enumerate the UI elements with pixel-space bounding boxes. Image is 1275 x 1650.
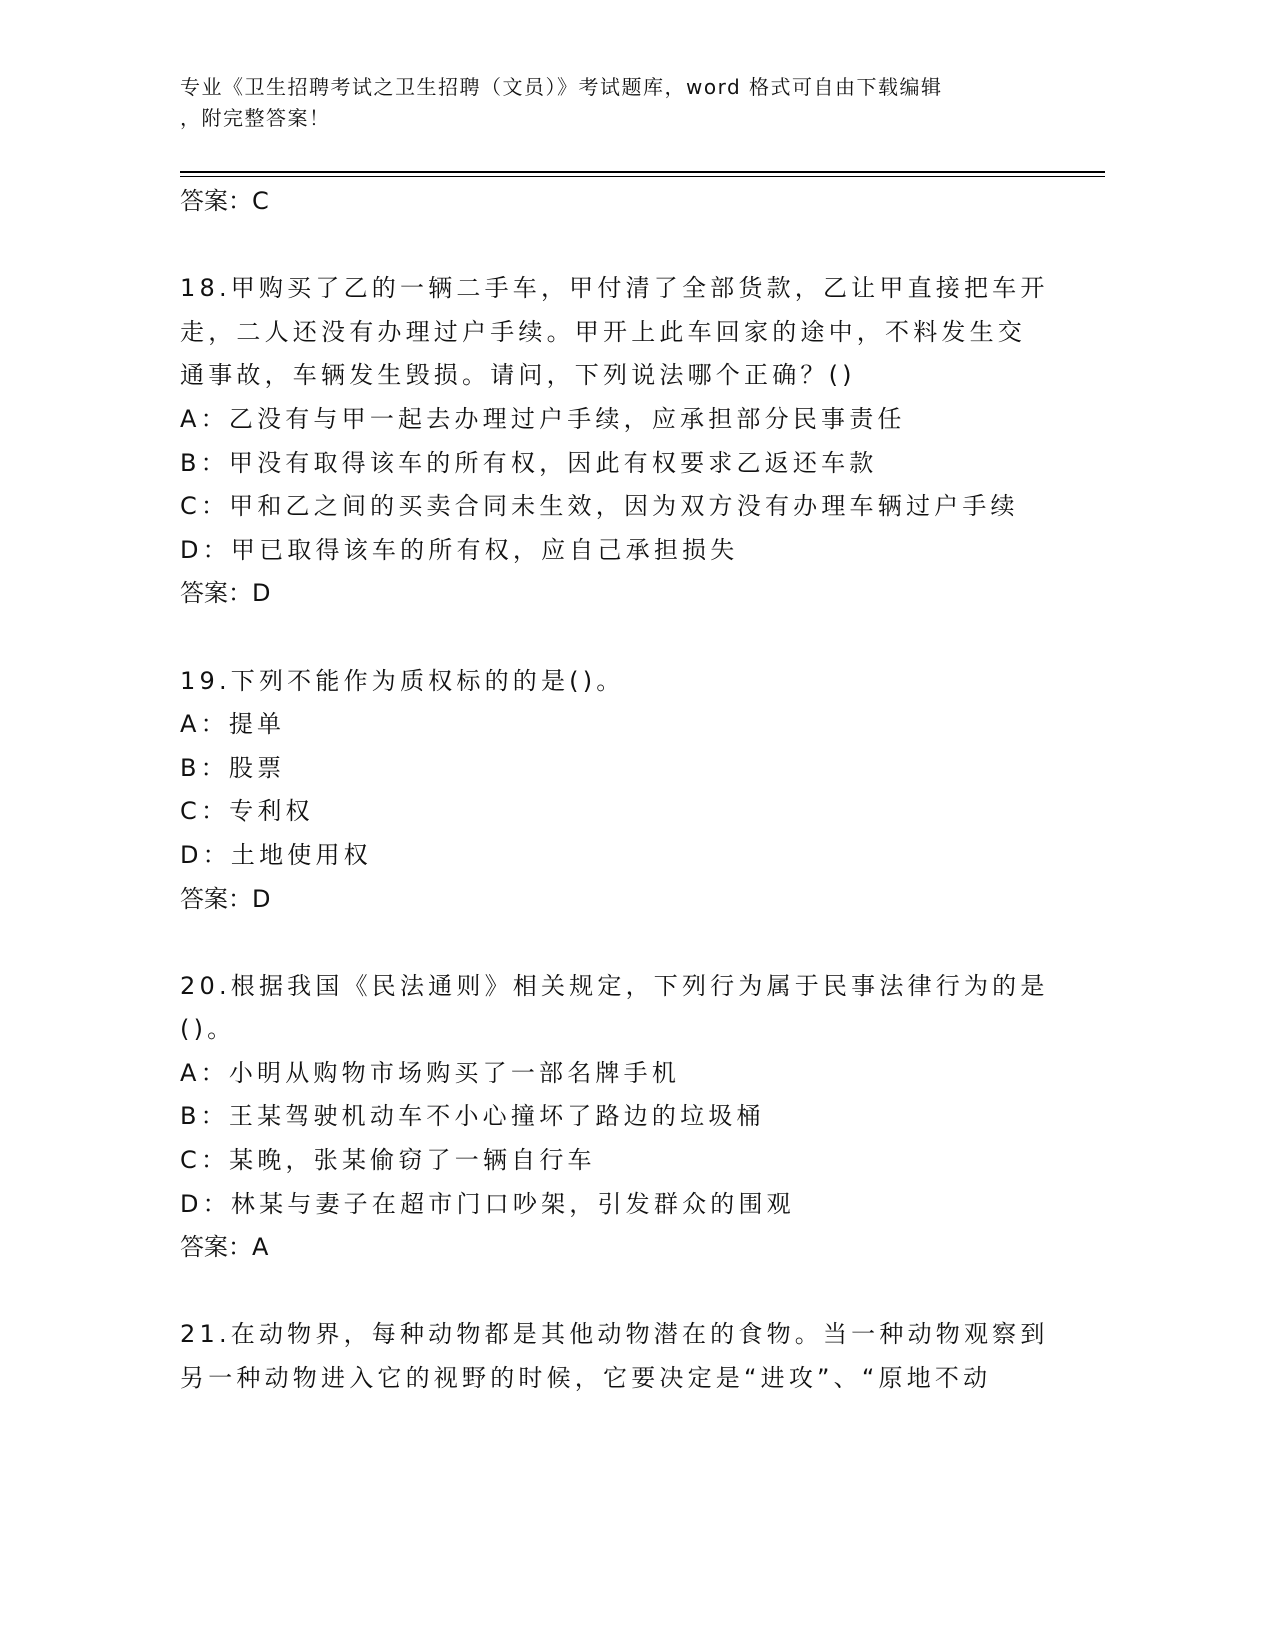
answer-option: C：某晚，张某偷窃了一辆自行车 <box>180 1146 596 1175</box>
answer-option: B：王某驾驶机动车不小心撞坏了路边的垃圾桶 <box>180 1102 765 1131</box>
spacer <box>180 921 1080 965</box>
answer-option: D：甲已取得该车的所有权，应自己承担损失 <box>180 535 739 564</box>
spacer <box>180 1270 1080 1314</box>
spacer <box>180 616 1080 660</box>
answer-option: D：土地使用权 <box>180 840 372 869</box>
spacer <box>180 224 1080 268</box>
answer-option: A：提单 <box>180 710 286 739</box>
question-text: ()。 <box>180 1015 236 1044</box>
question-text: 通事故，车辆发生毁损。请问，下列说法哪个正确？() <box>180 361 856 390</box>
question-text: 21.在动物界，每种动物都是其他动物潜在的食物。当一种动物观察到 <box>180 1320 1049 1349</box>
question-text: 19.下列不能作为质权标的的是()。 <box>180 666 625 695</box>
answer-option: C：专利权 <box>180 797 314 826</box>
document-body <box>180 180 1080 1401</box>
answer-line: 答案：A <box>180 1233 269 1262</box>
answer-option: C：甲和乙之间的买卖合同未生效，因为双方没有办理车辆过户手续 <box>180 492 1019 521</box>
header-rule-thick <box>180 171 1105 173</box>
answer-option: A：小明从购物市场购买了一部名牌手机 <box>180 1058 681 1087</box>
answer-option: D：林某与妻子在超市门口吵架，引发群众的围观 <box>180 1189 795 1218</box>
document-header <box>180 72 1040 134</box>
question-text: 18.甲购买了乙的一辆二手车，甲付清了全部货款，乙让甲直接把车开 <box>180 274 1049 303</box>
header-line-1: 专业《卫生招聘考试之卫生招聘（文员）》考试题库，word 格式可自由下载编辑 <box>180 75 943 99</box>
header-line-2: ，附完整答案！ <box>180 106 331 130</box>
answer-option: B：股票 <box>180 753 286 782</box>
answer-line: 答案：C <box>180 187 269 215</box>
answer-option: B：甲没有取得该车的所有权，因此有权要求乙返还车款 <box>180 448 878 477</box>
question-text: 走，二人还没有办理过户手续。甲开上此车回家的途中，不料发生交 <box>180 317 1026 346</box>
header-rule-thin <box>180 176 1105 177</box>
question-text: 20.根据我国《民法通则》相关规定，下列行为属于民事法律行为的是 <box>180 971 1049 1000</box>
answer-line: 答案：D <box>180 884 271 913</box>
answer-line: 答案：D <box>180 579 271 608</box>
answer-option: A：乙没有与甲一起去办理过户手续，应承担部分民事责任 <box>180 404 906 433</box>
question-text: 另一种动物进入它的视野的时候，它要决定是“进攻”、“原地不动 <box>180 1364 992 1393</box>
